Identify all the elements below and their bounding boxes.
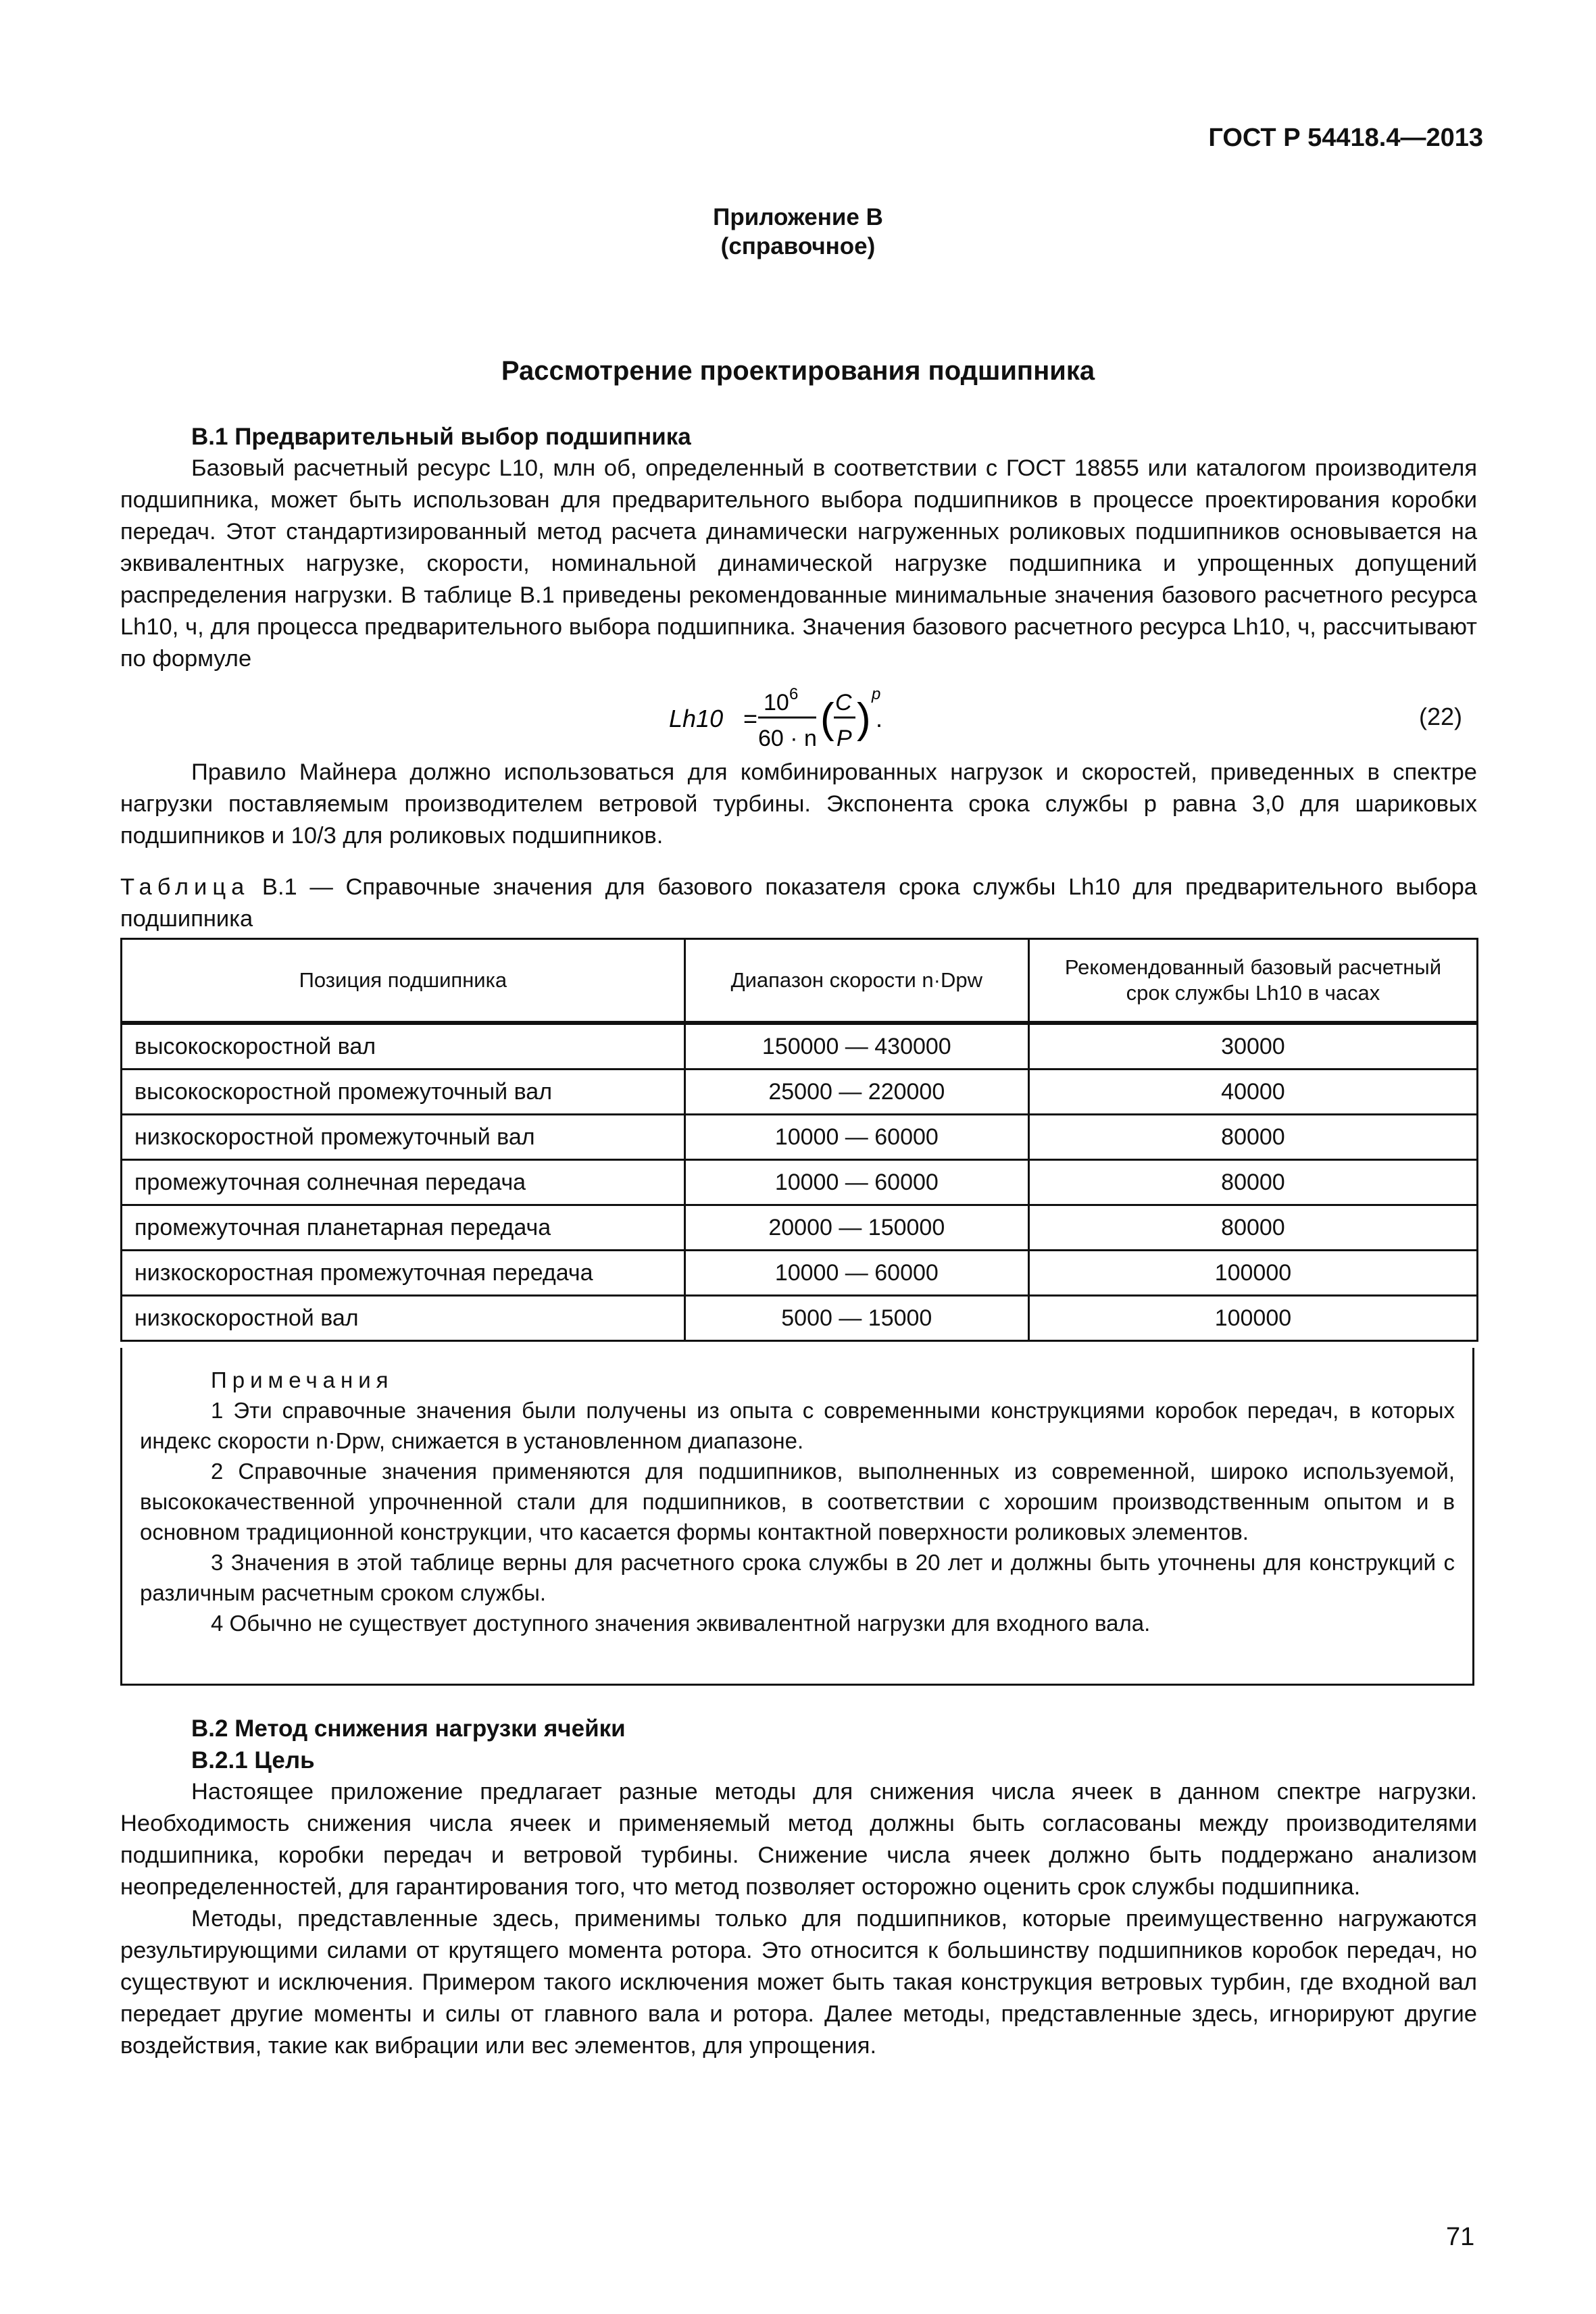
- formula-p: P: [837, 726, 852, 751]
- cell-speed: 20000 — 150000: [684, 1205, 1028, 1251]
- note-4: 4 Обычно не существует доступного значения эквивалентной нагрузки для входного вала.: [211, 1611, 1151, 1636]
- notes-title: Примечания: [211, 1367, 394, 1392]
- table-row: [122, 1160, 1478, 1205]
- cell-life: 30000: [1028, 1023, 1477, 1070]
- cell-speed: 10000 — 60000: [684, 1160, 1028, 1205]
- cell-position: низкоскоростной вал: [122, 1296, 685, 1341]
- reference-table: [120, 938, 1478, 1342]
- b2-paragraph-2: Методы, представленные здесь, применимы только для подшипников, которые преимущественно нагружаются результирующими силами от крутящего момента ротора. Это относится к большинству подшипников коробок передач, но существуют и исключения. Примером такого исключения может быть такая конструкция ветровых турбин, где входной вал передает другие моменты и силы от главного вала и ротора. Далее методы, представленные здесь, игнорируют другие воздействия, такие как вибрации или вес элементов, для упрощения.: [120, 1906, 1477, 2059]
- col-life-hours: Рекомендованный базовый расчетный срок службы Lh10 в часах: [1028, 939, 1477, 1024]
- cell-life: 100000: [1028, 1296, 1477, 1341]
- formula-c: C: [835, 690, 852, 715]
- b1-paragraph-2: Правило Майнера должно использоваться для комбинированных нагрузок и скоростей, приведенных в спектре нагрузки поставляемым производителем ветровой турбины. Экспонента срока службы p равна 3,0 для шариковых подшипников и 10/3 для роликовых подшипников.: [120, 759, 1477, 849]
- formula-graphic: [669, 682, 973, 756]
- cell-position: высокоскоростной вал: [122, 1023, 685, 1070]
- col-position: Позиция подшипника: [122, 939, 685, 1024]
- table-row: [122, 1115, 1478, 1160]
- svg-text:): ): [857, 695, 871, 742]
- svg-text:.: .: [876, 705, 883, 732]
- b2-paragraph-1: Настоящее приложение предлагает разные методы для снижения числа ячеек в данном спектре нагрузки. Необходимость снижения числа ячеек и применяемый метод должны быть согласованы между производителями подшипника, коробки передач и ветровой турбины. Снижение числа ячеек должно быть поддержано анализом неопределенностей, для гарантирования того, что метод позволяет осторожно оценить срок службы подшипника.: [120, 1779, 1477, 1900]
- table-row: [122, 1070, 1478, 1115]
- cell-life: 80000: [1028, 1160, 1477, 1205]
- table-row: [122, 1251, 1478, 1296]
- formula-denominator: 60 · n: [758, 726, 817, 751]
- cell-position: низкоскоростная промежуточная передача: [122, 1251, 685, 1296]
- table-caption-prefix: Таблица: [120, 874, 250, 900]
- document-code: ГОСТ Р 54418.4—2013: [1208, 124, 1483, 152]
- b1-paragraph-2-wrap: [120, 757, 1477, 852]
- note-3: 3 Значения в этой таблице верны для расчетного срока службы в 20 лет и должны быть уточнены для конструкций с различным расчетным сроком службы.: [140, 1550, 1455, 1605]
- formula-exponent: 6: [789, 685, 799, 703]
- b1-paragraph-1: Базовый расчетный ресурс L10, млн об, определенный в соответствии с ГОСТ 18855 или каталогом производителя подшипника, может быть использован для предварительного выбора подшипников в процессе проектирования коробки передач. Этот стандартизированный метод расчета динамически нагруженных роликовых подшипников основывается на эквивалентных нагрузке, скорости, номинальной динамической нагрузке подшипника и упрощенных допущений распределения нагрузки. В таблице В.1 приведены рекомендованные минимальные значения базового расчетного ресурса Lh10, ч, для процесса предварительного выбора подшипника. Значения базового расчетного ресурса Lh10, ч, рассчитывают по формуле: [120, 455, 1477, 672]
- table-caption: [120, 872, 1477, 935]
- cell-position: промежуточная планетарная передача: [122, 1205, 685, 1251]
- formula-power: p: [872, 685, 881, 703]
- note-2: 2 Справочные значения применяются для подшипников, выполненных из современной, широко используемой, высококачественной упрочненной стали для подшипников, в соответствии с хорошим производственным опытом и в основном традиционной конструкции, что касается формы контактной поверхности роликовых элементов.: [140, 1459, 1455, 1544]
- appendix-title: Приложение В: [713, 204, 883, 230]
- cell-speed: 10000 — 60000: [684, 1115, 1028, 1160]
- equation-number: (22): [1419, 703, 1463, 730]
- formula-numerator: 10: [764, 690, 789, 715]
- cell-speed: 150000 — 430000: [684, 1023, 1028, 1070]
- table-row: [122, 1205, 1478, 1251]
- b2-heading: В.2 Метод снижения нагрузки ячейки: [191, 1715, 626, 1742]
- cell-position: промежуточная солнечная передача: [122, 1160, 685, 1205]
- cell-life: 40000: [1028, 1070, 1477, 1115]
- table-row: [122, 1023, 1478, 1070]
- table-notes: [120, 1348, 1474, 1686]
- cell-speed: 5000 — 15000: [684, 1296, 1028, 1341]
- cell-position: низкоскоростной промежуточный вал: [122, 1115, 685, 1160]
- formula-22: [669, 682, 973, 756]
- svg-text:(: (: [820, 695, 834, 742]
- cell-life: 100000: [1028, 1251, 1477, 1296]
- table-row: [122, 1296, 1478, 1341]
- b1-heading: В.1 Предварительный выбор подшипника: [191, 424, 691, 450]
- appendix-subtitle: (справочное): [720, 233, 876, 259]
- cell-life: 80000: [1028, 1115, 1477, 1160]
- cell-life: 80000: [1028, 1205, 1477, 1251]
- table-caption-text: В.1 — Справочные значения для базового показателя срока службы Lh10 для предварительного выбора подшипника: [120, 874, 1477, 932]
- cell-speed: 25000 — 220000: [684, 1070, 1028, 1115]
- cell-position: высокоскоростной промежуточный вал: [122, 1070, 685, 1115]
- formula-lhs: Lh10: [669, 705, 724, 732]
- note-1: 1 Эти справочные значения были получены из опыта с современными конструкциями коробок передач, в которых индекс скорости n·Dpw, снижается в установленном диапазоне.: [140, 1398, 1455, 1453]
- svg-text:=: =: [743, 705, 758, 732]
- section-b1: [120, 421, 1477, 675]
- section-b2: [120, 1713, 1477, 2062]
- section-title: Рассмотрение проектирования подшипника: [501, 356, 1095, 386]
- b2-subheading: В.2.1 Цель: [191, 1747, 315, 1774]
- cell-speed: 10000 — 60000: [684, 1251, 1028, 1296]
- page-number: 71: [1446, 2223, 1475, 2251]
- col-speed-range: Диапазон скорости n·Dpw: [684, 939, 1028, 1024]
